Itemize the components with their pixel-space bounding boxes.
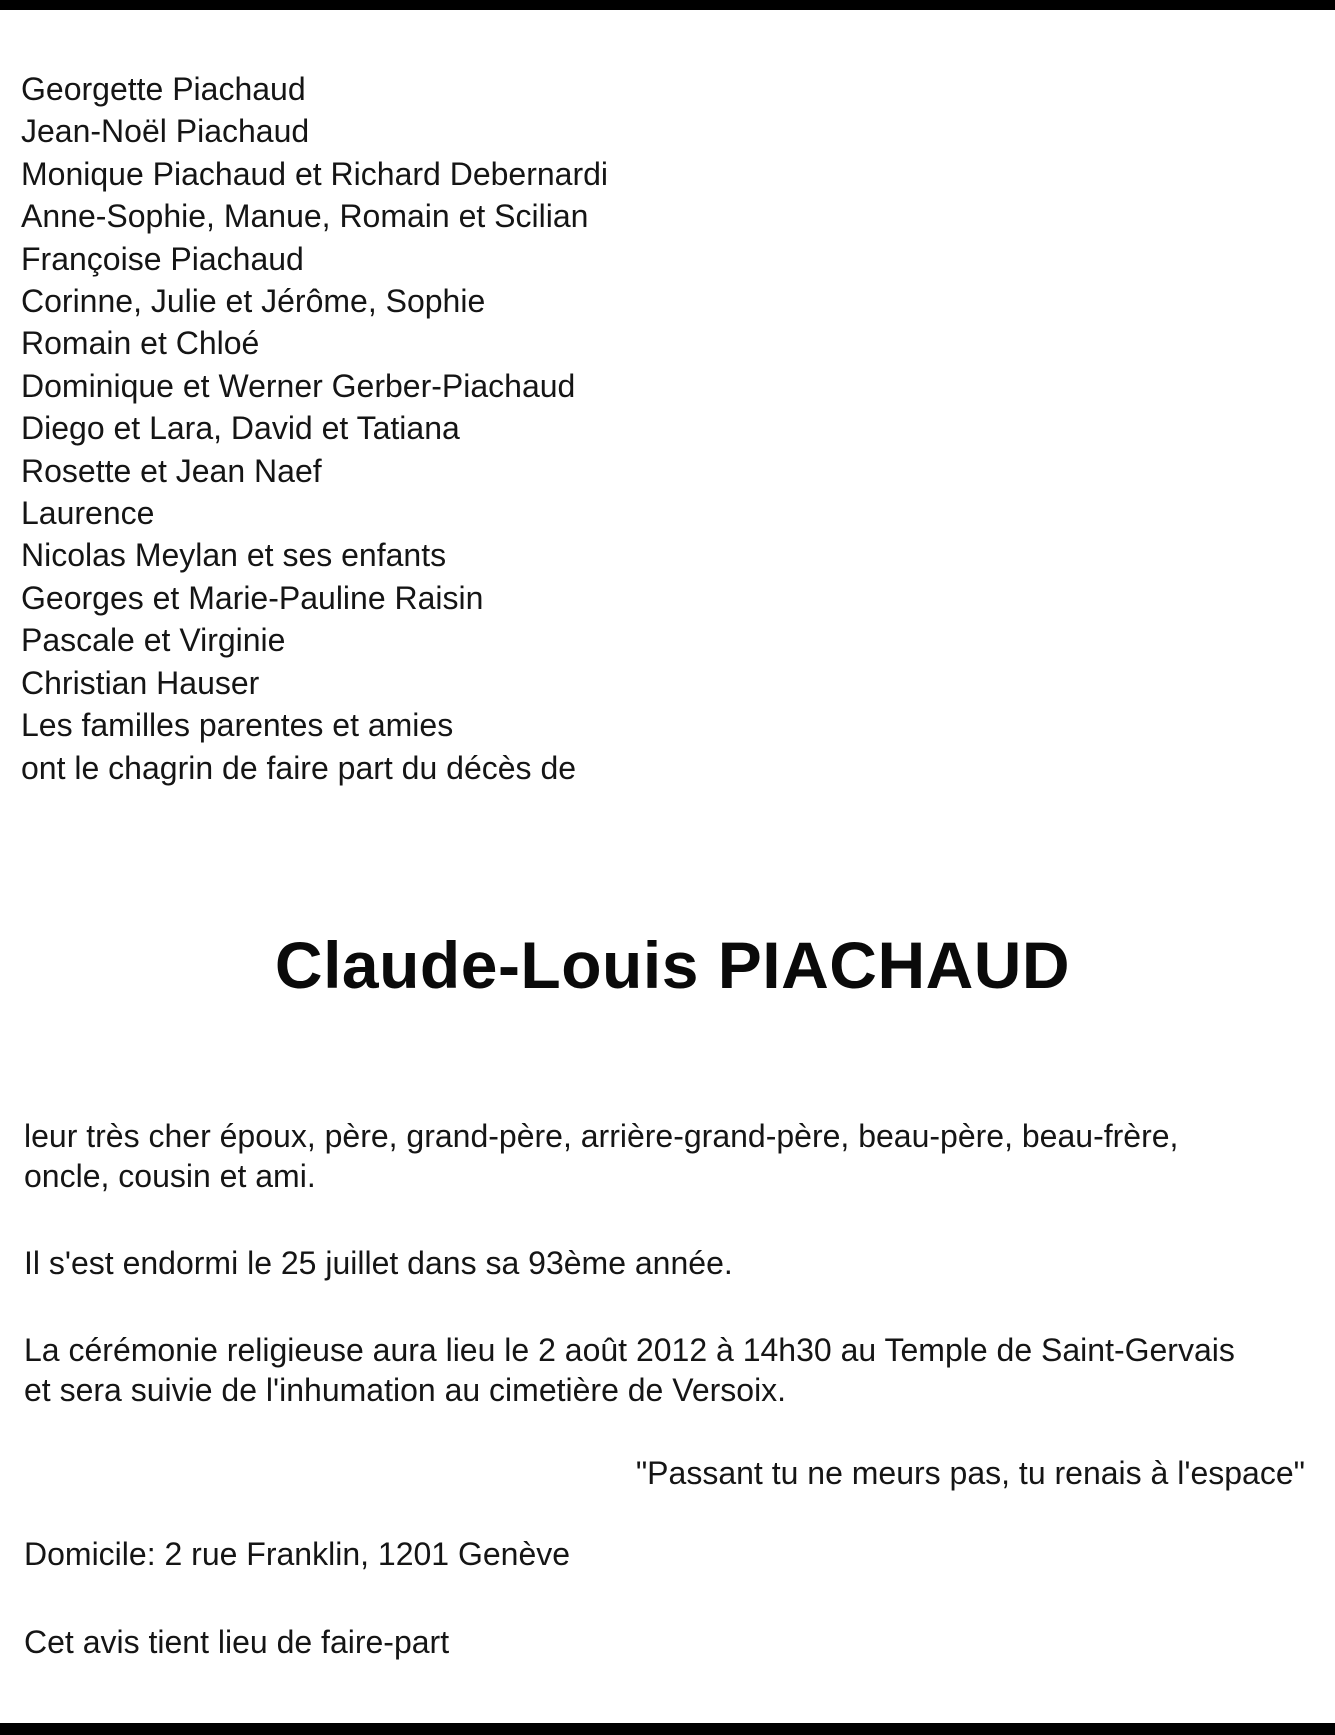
family-line: Anne-Sophie, Manue, Romain et Scilian <box>21 198 589 235</box>
family-line: Dominique et Werner Gerber-Piachaud <box>21 367 576 404</box>
announcement-line: ont le chagrin de faire part du décès de <box>21 749 577 786</box>
family-line: Jean-Noël Piachaud <box>21 113 310 150</box>
ceremony-paragraph <box>24 1330 1235 1410</box>
domicile-address: Domicile: 2 rue Franklin, 1201 Genève <box>24 1536 571 1572</box>
relations-line-2: oncle, cousin et ami. <box>24 1158 316 1194</box>
ceremony-line-1: La cérémonie religieuse aura lieu le 2 août 2012 à 14h30 au Temple de Saint-Gervais <box>24 1332 1235 1368</box>
family-line: Pascale et Virginie <box>21 622 286 659</box>
family-line: Georges et Marie-Pauline Raisin <box>21 579 484 616</box>
bottom-border-rule <box>0 1723 1335 1735</box>
family-line: Monique Piachaud et Richard Debernardi <box>21 155 609 192</box>
family-line: Rosette et Jean Naef <box>21 452 322 489</box>
family-line: Les familles parentes et amies <box>21 707 454 744</box>
family-line: Diego et Lara, David et Tatiana <box>21 410 460 447</box>
epitaph-quote: "Passant tu ne meurs pas, tu renais à l'espace" <box>635 1455 1305 1491</box>
notice-statement: Cet avis tient lieu de faire-part <box>24 1624 450 1660</box>
family-line: Françoise Piachaud <box>21 240 304 277</box>
family-line: Corinne, Julie et Jérôme, Sophie <box>21 283 486 320</box>
passing-statement: Il s'est endormi le 25 juillet dans sa 93ème année. <box>24 1245 733 1281</box>
family-members-list <box>21 68 608 789</box>
relations-line-1: leur très cher époux, père, grand-père, arrière-grand-père, beau-père, beau-frère, <box>24 1118 1179 1154</box>
deceased-name: Claude-Louis PIACHAUD <box>274 928 1071 1002</box>
family-line: Laurence <box>21 495 155 532</box>
ceremony-line-2: et sera suivie de l'inhumation au cimetière de Versoix. <box>24 1372 787 1408</box>
family-line: Georgette Piachaud <box>21 71 306 107</box>
family-line: Christian Hauser <box>21 664 260 701</box>
family-line: Nicolas Meylan et ses enfants <box>21 537 447 574</box>
top-border-rule <box>0 0 1335 10</box>
relations-paragraph <box>24 1116 1178 1196</box>
family-line: Romain et Chloé <box>21 325 260 362</box>
